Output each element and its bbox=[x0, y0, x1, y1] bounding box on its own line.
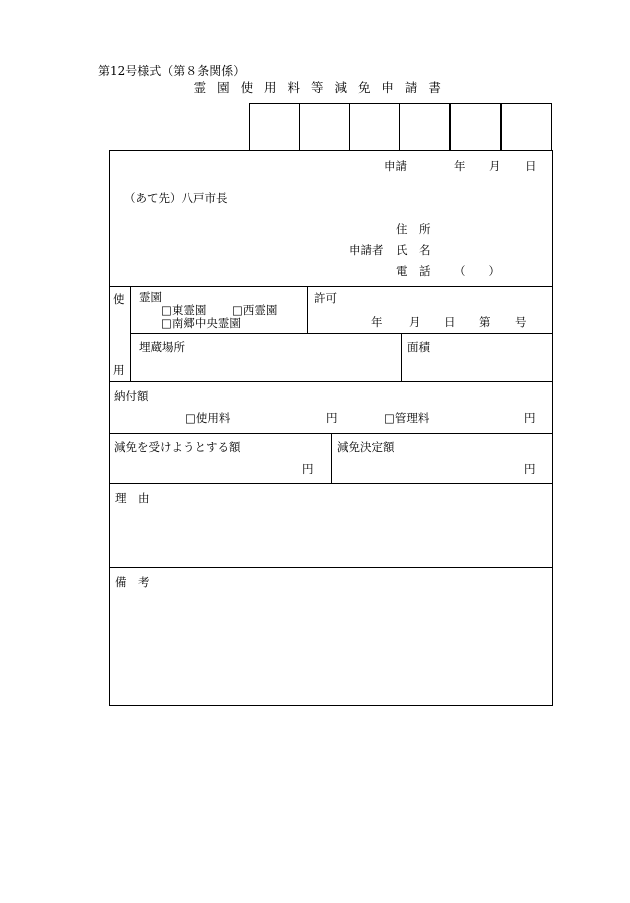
divider-reason-top bbox=[109, 483, 553, 484]
divider-payment-top bbox=[109, 381, 553, 382]
permit-number-prefix: 第 bbox=[479, 315, 491, 329]
application-month-label: 月 bbox=[489, 159, 501, 173]
permit-number-suffix: 号 bbox=[515, 315, 527, 329]
management-fee-yen: 円 bbox=[524, 411, 536, 425]
divider-usage-mid bbox=[130, 333, 553, 334]
usage-fee-yen: 円 bbox=[326, 411, 338, 425]
document-title: 霊 園 使 用 料 等 減 免 申 請 書 bbox=[193, 80, 445, 95]
address-label: 住 所 bbox=[396, 222, 431, 236]
permit-year-label: 年 bbox=[371, 315, 383, 329]
stamp-box-6[interactable] bbox=[501, 103, 552, 151]
application-date-label: 申請 bbox=[384, 159, 407, 173]
divider-usage-top bbox=[109, 286, 553, 287]
cemetery-label: 霊園 bbox=[139, 290, 162, 304]
reason-label: 理 由 bbox=[115, 491, 150, 505]
divider-usage-side bbox=[130, 286, 131, 381]
usage-side-label-bottom: 用 bbox=[113, 363, 125, 377]
remarks-label: 備 考 bbox=[115, 575, 150, 589]
usage-fee-checkbox[interactable]: □使用料 bbox=[185, 411, 231, 425]
phone-label: 電 話 bbox=[396, 264, 431, 278]
permit-day-label: 日 bbox=[444, 315, 456, 329]
divider-area bbox=[401, 333, 402, 381]
decided-reduction-label: 減免決定額 bbox=[337, 440, 395, 454]
divider-reduction bbox=[331, 433, 332, 483]
requested-reduction-label: 減免を受けようとする額 bbox=[114, 440, 241, 454]
decided-reduction-yen: 円 bbox=[524, 462, 536, 476]
stamp-box-5[interactable] bbox=[450, 103, 501, 151]
cemetery-option-west[interactable]: □西霊園 bbox=[232, 303, 278, 317]
form-number-label: 第12号様式（第８条関係） bbox=[98, 64, 246, 78]
stamp-box-4[interactable] bbox=[399, 103, 450, 151]
phone-parentheses: （ ） bbox=[454, 264, 500, 278]
payment-label: 納付額 bbox=[114, 389, 149, 403]
divider-remarks-top bbox=[109, 567, 553, 568]
application-day-label: 日 bbox=[525, 159, 537, 173]
stamp-box-3[interactable] bbox=[349, 103, 400, 151]
stamp-box-2[interactable] bbox=[299, 103, 350, 151]
stamp-box-1[interactable] bbox=[249, 103, 300, 151]
name-label: 氏 名 bbox=[396, 243, 431, 257]
divider-permit bbox=[307, 286, 308, 333]
burial-place-label: 埋蔵場所 bbox=[139, 340, 185, 354]
application-form bbox=[109, 150, 553, 706]
applicant-label: 申請者 bbox=[349, 243, 384, 257]
permit-month-label: 月 bbox=[409, 315, 421, 329]
addressee-label: （あて先）八戸市長 bbox=[124, 191, 228, 205]
requested-reduction-yen: 円 bbox=[302, 462, 314, 476]
cemetery-option-nangou[interactable]: □南郷中央霊園 bbox=[161, 316, 241, 330]
application-year-label: 年 bbox=[454, 159, 466, 173]
management-fee-checkbox[interactable]: □管理料 bbox=[384, 411, 430, 425]
area-label: 面積 bbox=[407, 340, 430, 354]
permit-label: 許可 bbox=[314, 291, 337, 305]
usage-side-label-top: 使 bbox=[113, 292, 125, 306]
cemetery-option-east[interactable]: □東霊園 bbox=[161, 303, 207, 317]
